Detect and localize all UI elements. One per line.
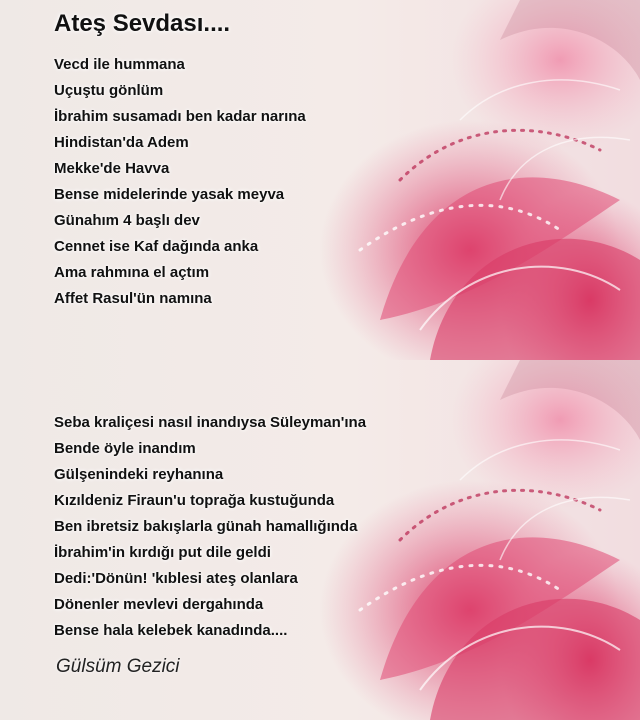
- poem-line: Gülşenindeki reyhanına: [54, 466, 224, 483]
- poem-line: Dönenler mevlevi dergahında: [54, 596, 264, 613]
- poem-line: Bense midelerinde yasak meyva: [54, 186, 285, 203]
- poem-line: Bende öyle inandım: [54, 440, 196, 457]
- poem-line: Ben ibretsiz bakışlarla günah hamallığında: [54, 518, 358, 535]
- poem-line: Seba kraliçesi nasıl inandıysa Süleyman'ına: [54, 414, 367, 431]
- poem-line: Uçuştu gönlüm: [54, 82, 164, 99]
- poem-line: Affet Rasul'ün namına: [54, 290, 212, 307]
- poem-panel-bottom: [0, 360, 640, 720]
- poem-line: Vecd ile hummana: [54, 56, 185, 73]
- poem-title: Ateş Sevdası....: [54, 10, 231, 37]
- poem-line: Cennet ise Kaf dağında anka: [54, 238, 259, 255]
- poem-line: Bense hala kelebek kanadında....: [54, 622, 288, 639]
- stanza-1: [54, 52, 306, 312]
- poem-line: Mekke'de Havva: [54, 160, 170, 177]
- poem-line: Kızıldeniz Firaun'u toprağa kustuğunda: [54, 492, 335, 509]
- poem-line: İbrahim'in kırdığı put dile geldi: [54, 544, 271, 561]
- poem-line: İbrahim susamadı ben kadar narına: [54, 108, 306, 125]
- poem-line: Ama rahmına el açtım: [54, 264, 210, 281]
- poem-line: Günahım 4 başlı dev: [54, 212, 200, 229]
- poem-line: Dedi:'Dönün! 'kıblesi ateş olanlara: [54, 570, 298, 587]
- stanza-2: [54, 410, 366, 644]
- poem-author: Gülsüm Gezici: [56, 656, 180, 677]
- poem-line: Hindistan'da Adem: [54, 134, 189, 151]
